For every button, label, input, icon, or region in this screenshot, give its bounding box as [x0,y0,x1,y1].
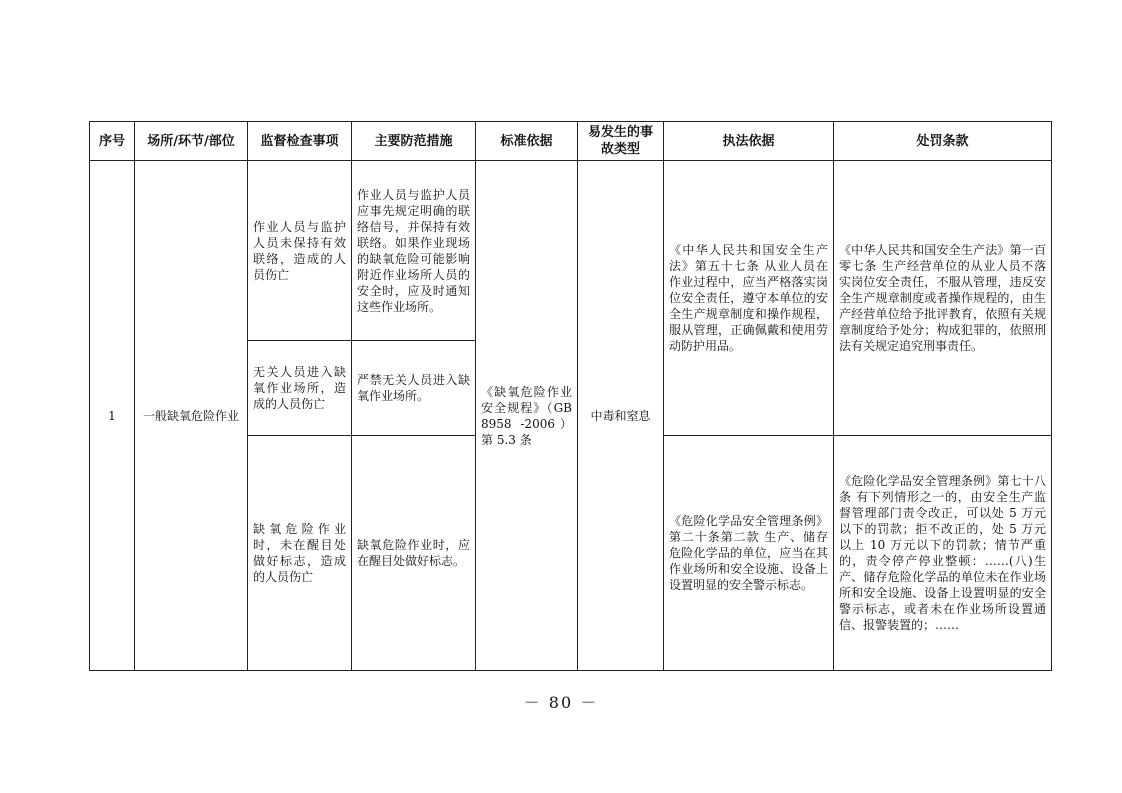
header-cell: 主要防范措施 [352,122,476,161]
measure-cell: 严禁无关人员进入缺氧作业场所。 [352,341,476,436]
header-cell: 监督检查事项 [248,122,352,161]
regulation-table [89,121,1052,671]
page-number: － 80 － [523,693,599,712]
place-cell: 一般缺氧危险作业 [135,161,248,671]
header-cell: 标准依据 [476,122,578,161]
check-item-cell: 作业人员与监护人员未保持有效联络，造成的人员伤亡 [248,161,352,341]
law-basis-cell: 《危险化学品安全管理条例》第二十条第二款 生产、储存危险化学品的单位，应当在其作业场所和安全设施、设备上设置明显的安全警示标志。 [664,436,834,671]
penalty-cell: 《中华人民共和国安全生产法》第一百零七条 生产经营单位的从业人员不落实岗位安全责任，不服从管理，违反安全生产规章制度或者操作规程的，由生产经营单位给予批评教育，依照有关规章制度给予处分；构成犯罪的，依照刑法有关规定追究刑事责任。 [834,161,1052,436]
header-cell: 序号 [90,122,135,161]
accident-type-cell: 中毒和窒息 [578,161,664,671]
row-number: 1 [90,161,135,671]
law-basis-cell: 《中华人民共和国安全生产法》第五十七条 从业人员在作业过程中，应当严格落实岗位安全责任，遵守本单位的安全生产规章制度和操作规程，服从管理，正确佩戴和使用劳动防护用品。 [664,161,834,436]
standard-basis-cell: 《缺氧危险作业安全规程》（GB 8958 -2006）第 5.3 条 [476,161,578,671]
header-cell: 易发生的事故类型 [578,122,664,161]
table-header-row [90,122,1052,161]
measure-cell: 作业人员与监护人员应事先规定明确的联络信号，并保持有效联络。如果作业现场的缺氧危险可能影响附近作业场所人员的安全时，应及时通知这些作业场所。 [352,161,476,341]
measure-cell: 缺氧危险作业时，应在醒目处做好标志。 [352,436,476,671]
header-cell: 处罚条款 [834,122,1052,161]
header-cell: 场所/环节/部位 [135,122,248,161]
table-row [90,161,1052,341]
penalty-cell: 《危险化学品安全管理条例》第七十八条 有下列情形之一的，由安全生产监督管理部门责令改正，可以处 5 万元以下的罚款；拒不改正的，处 5 万元以上 10 万元以下的罚款；情节严重的，责令停产停业整顿：……(八)生产、储存危险化学品的单位未在作业场所和安全设施、设备上设置明显的安全警示标志，或者未在作业场所设置通信、报警装置的；…… [834,436,1052,671]
check-item-cell: 无关人员进入缺氧作业场所，造成的人员伤亡 [248,341,352,436]
check-item-cell: 缺氧危险作业时，未在醒目处做好标志，造成的人员伤亡 [248,436,352,671]
header-cell: 执法依据 [664,122,834,161]
